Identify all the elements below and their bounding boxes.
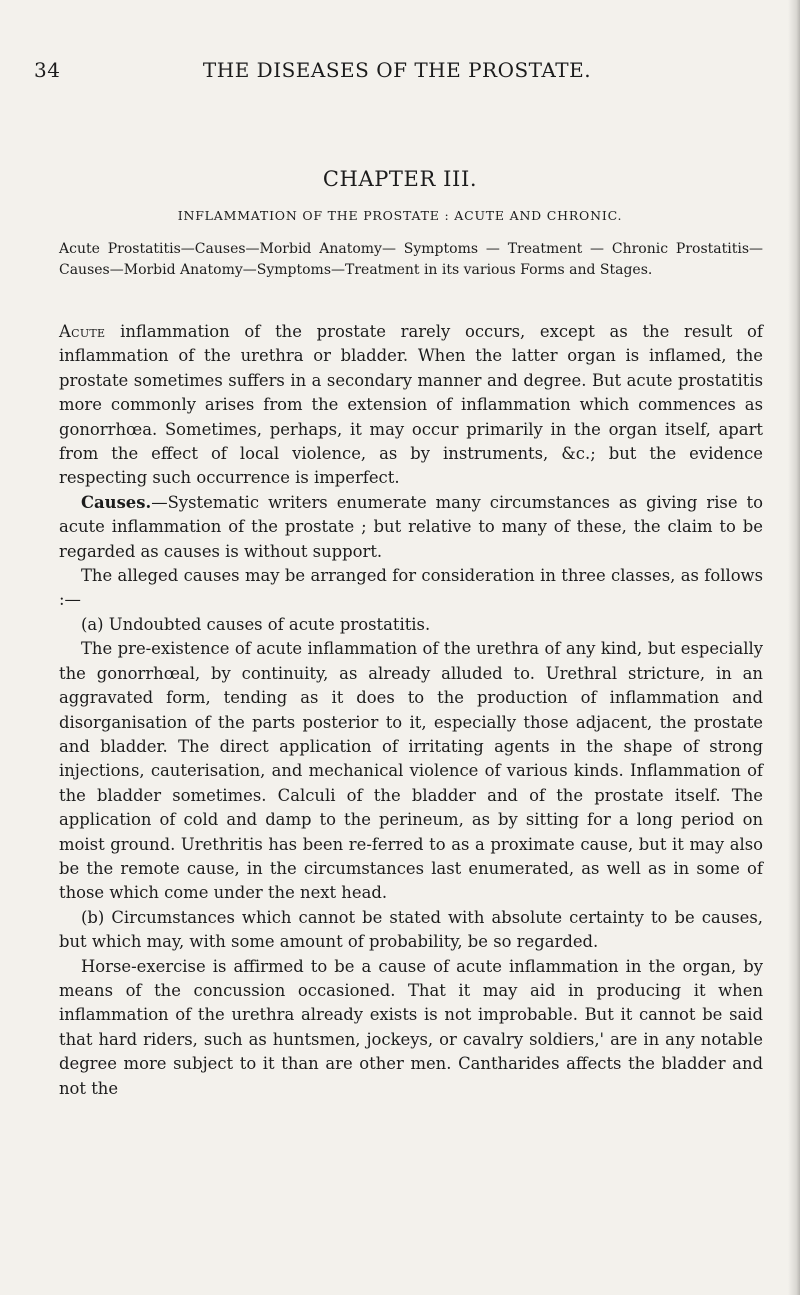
paragraph: (a) Undoubted causes of acute prostatitis.	[81, 614, 431, 634]
chapter-title: CHAPTER III.	[322, 167, 478, 191]
chapter-synopsis: Acute Prostatitis—Causes—Morbid Anatomy— Symptoms — Treatment — Chronic Prostatitis—Causes—Morbid Anatomy—Symptoms—Treatment in its various Forms and Stages.	[59, 241, 763, 278]
paragraph: Horse-exercise is affirmed to be a cause of acute inflammation in the organ, by means of the concussion occasioned. That it may aid in producing it when inflammation of the urethra already exists is not improbable. But it cannot be said that hard riders, such as huntsmen, jockeys, or cavalry soldiers,' are in any notable degree more subject to it than are other men. Cantharides affects the bladder and not the	[59, 956, 763, 1098]
body-text	[59, 320, 763, 1101]
paragraph-lead: Acute	[59, 322, 106, 341]
paragraph-lead: Causes.	[81, 492, 152, 512]
page-header	[34, 58, 760, 88]
paragraph	[59, 491, 763, 564]
paragraph	[59, 320, 763, 491]
paragraph: The pre-existence of acute inflammation of the urethra of any kind, but especially the gonorrhœal, by continuity, as already alluded to. Urethral stricture, in an aggravated form, tending as it does to the production of inflammation and disorganisation of the parts posterior to it, especially those adjacent, the prostate and bladder. The direct application of irritating agents in the shape of strong injections, cauterisation, and mechanical violence of various kinds. Inflammation of the bladder sometimes. Calculi of the bladder and of the prostate itself. The application of cold and damp to the perineum, as by sitting for a long period on moist ground. Urethritis has been re-ferred to as a proximate cause, but it may also be the remote cause, in the circumstances last enumerated, as well as in some of those which come under the next head.	[59, 639, 763, 903]
running-head: THE DISEASES OF THE PROSTATE.	[202, 58, 592, 82]
page-edge-shadow	[788, 0, 800, 1295]
paragraph: (b) Circumstances which cannot be stated with absolute certainty to be causes, but which may, with some amount of probability, be so regarded.	[59, 907, 763, 952]
page-number: 34	[34, 58, 61, 82]
chapter-subtitle: INFLAMMATION OF THE PROSTATE : ACUTE AND CHRONIC.	[177, 208, 623, 223]
paragraph: The alleged causes may be arranged for consideration in three classes, as follows :—	[59, 566, 763, 610]
paragraph-text: —Systematic writers enumerate many circumstances as giving rise to acute inflammation of the prostate ; but relative to many of these, the claim to be regarded as causes is without support.	[59, 492, 763, 561]
paragraph-text: inflammation of the prostate rarely occurs, except as the result of inflammation of the urethra or bladder. When the latter organ is inflamed, the prostate sometimes suffers in a secondary manner and degree. But acute prostatitis more commonly arises from the extension of inflammation which commences as gonorrhœa. Sometimes, perhaps, it may occur primarily in the organ itself, apart from the effect of local violence, as by instruments, &c.; but the evidence respecting such occurrence is imperfect.	[59, 322, 763, 488]
